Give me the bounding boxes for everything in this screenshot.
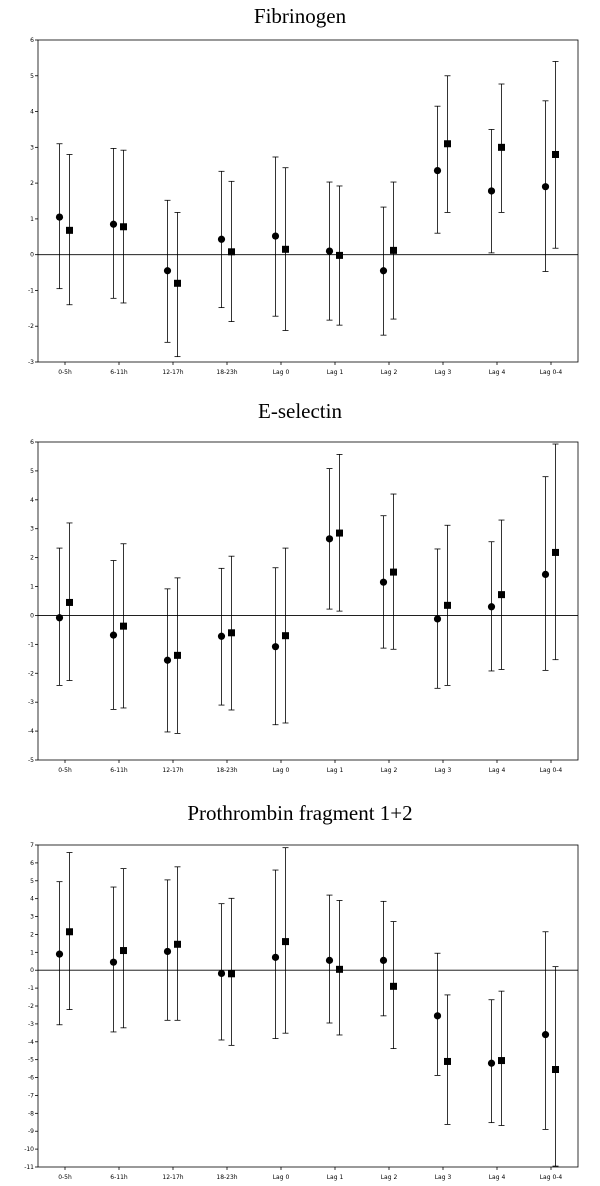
y-tick-label: -6 <box>28 1074 34 1082</box>
y-tick-label: -5 <box>28 757 34 764</box>
estimate-circle-marker <box>380 957 387 964</box>
estimate-circle-marker <box>56 214 63 221</box>
y-tick-label: -9 <box>28 1128 34 1136</box>
estimate-circle-marker <box>488 187 495 194</box>
estimate-square-marker <box>444 1058 451 1065</box>
estimate-square-marker <box>174 941 181 948</box>
y-tick-label: -3 <box>28 359 34 366</box>
x-tick-label: 18-23h <box>216 767 238 774</box>
estimate-square-marker <box>120 947 127 954</box>
chart-title: Prothrombin fragment 1+2 <box>187 801 413 825</box>
estimate-square-marker <box>282 246 289 253</box>
x-tick-label: Lag 2 <box>380 767 398 774</box>
x-tick-label: 6-11h <box>110 1174 128 1181</box>
x-tick-label: Lag 1 <box>326 369 344 376</box>
fibrinogen-chart <box>0 0 600 385</box>
estimate-square-marker <box>228 248 235 255</box>
y-tick-label: 1 <box>30 215 34 223</box>
estimate-circle-marker <box>434 615 441 622</box>
estimate-circle-marker <box>380 267 387 274</box>
y-tick-label: 6 <box>30 439 34 446</box>
y-tick-label: -10 <box>24 1146 34 1154</box>
estimate-square-marker <box>66 928 73 935</box>
x-tick-label: Lag 0-4 <box>539 767 563 774</box>
estimate-circle-marker <box>326 957 333 964</box>
x-tick-label: Lag 1 <box>326 1174 344 1181</box>
y-tick-label: 5 <box>30 467 34 475</box>
x-tick-label: Lag 2 <box>380 369 398 376</box>
y-tick-label: -3 <box>28 699 34 707</box>
x-tick-label: Lag 3 <box>434 369 452 376</box>
prothrombin-chart <box>0 775 600 1186</box>
estimate-square-marker <box>498 144 505 151</box>
estimate-square-marker <box>444 602 451 609</box>
x-tick-label: Lag 4 <box>488 369 506 376</box>
estimate-circle-marker <box>218 633 225 640</box>
estimate-square-marker <box>552 549 559 556</box>
y-tick-label: 3 <box>30 913 34 921</box>
y-tick-label: -1 <box>28 287 34 295</box>
y-tick-label: 3 <box>30 144 34 152</box>
x-tick-label: 18-23h <box>216 1174 238 1181</box>
y-tick-label: -8 <box>28 1110 34 1118</box>
y-tick-label: -2 <box>28 1003 34 1010</box>
estimate-circle-marker <box>272 954 279 961</box>
estimate-circle-marker <box>542 571 549 578</box>
estimate-square-marker <box>390 247 397 254</box>
x-tick-label: 6-11h <box>110 767 128 774</box>
estimate-square-marker <box>336 252 343 259</box>
y-tick-label: -1 <box>28 641 34 649</box>
estimate-circle-marker <box>110 632 117 639</box>
x-tick-label: 18-23h <box>216 369 238 376</box>
estimate-circle-marker <box>488 603 495 610</box>
x-tick-label: 0-5h <box>58 767 72 774</box>
y-tick-label: -4 <box>28 1038 34 1046</box>
y-tick-label: -4 <box>28 728 34 736</box>
y-tick-label: 0 <box>30 612 34 620</box>
x-tick-label: Lag 0-4 <box>539 1174 563 1181</box>
chart-title: Fibrinogen <box>253 4 347 28</box>
y-tick-label: 7 <box>30 842 34 849</box>
estimate-square-marker <box>282 632 289 639</box>
estimate-square-marker <box>228 629 235 636</box>
estimate-circle-marker <box>326 247 333 254</box>
y-tick-label: -1 <box>28 985 34 993</box>
x-tick-label: Lag 0-4 <box>539 369 563 376</box>
estimate-square-marker <box>552 1066 559 1073</box>
x-tick-label: Lag 0 <box>272 767 290 774</box>
estimate-circle-marker <box>326 535 333 542</box>
e-selectin-panel <box>0 385 600 775</box>
y-tick-label: 2 <box>30 180 34 188</box>
y-tick-label: 4 <box>30 108 34 116</box>
e-selectin-chart <box>0 385 600 775</box>
estimate-square-marker <box>120 623 127 630</box>
estimate-square-marker <box>66 599 73 606</box>
estimate-square-marker <box>444 140 451 147</box>
estimate-square-marker <box>282 938 289 945</box>
plot-frame <box>38 845 578 1167</box>
y-tick-label: 5 <box>30 72 34 80</box>
estimate-square-marker <box>336 966 343 973</box>
x-tick-label: Lag 0 <box>272 369 290 376</box>
x-tick-label: Lag 3 <box>434 1174 452 1181</box>
x-tick-label: Lag 4 <box>488 1174 506 1181</box>
x-tick-label: Lag 3 <box>434 767 452 774</box>
estimate-circle-marker <box>542 183 549 190</box>
estimate-circle-marker <box>218 236 225 243</box>
y-tick-label: -2 <box>28 670 34 678</box>
estimate-circle-marker <box>434 167 441 174</box>
x-tick-label: Lag 0 <box>272 1174 290 1181</box>
plot-frame <box>38 442 578 760</box>
estimate-circle-marker <box>56 951 63 958</box>
estimate-circle-marker <box>380 579 387 586</box>
estimate-circle-marker <box>164 657 171 664</box>
estimate-circle-marker <box>272 643 279 650</box>
estimate-square-marker <box>228 970 235 977</box>
x-tick-label: 6-11h <box>110 369 128 376</box>
y-tick-label: 3 <box>30 525 34 533</box>
x-tick-label: 12-17h <box>162 369 184 376</box>
prothrombin-panel <box>0 775 600 1186</box>
x-tick-label: 0-5h <box>58 1174 72 1181</box>
x-tick-label: 12-17h <box>162 767 184 774</box>
y-tick-label: -7 <box>28 1092 34 1100</box>
estimate-square-marker <box>66 227 73 234</box>
y-tick-label: 1 <box>30 949 34 957</box>
estimate-square-marker <box>336 530 343 537</box>
y-tick-label: 5 <box>30 877 34 885</box>
estimate-circle-marker <box>164 267 171 274</box>
estimate-square-marker <box>552 151 559 158</box>
estimate-square-marker <box>390 983 397 990</box>
y-tick-label: 2 <box>30 554 34 562</box>
y-tick-label: 1 <box>30 583 34 591</box>
y-tick-label: 6 <box>30 37 34 44</box>
estimate-circle-marker <box>272 232 279 239</box>
estimate-circle-marker <box>164 948 171 955</box>
estimate-square-marker <box>498 1057 505 1064</box>
y-tick-label: -11 <box>24 1164 34 1171</box>
estimate-circle-marker <box>488 1060 495 1067</box>
x-tick-label: 0-5h <box>58 369 72 376</box>
y-tick-label: -2 <box>28 323 34 331</box>
y-tick-label: 6 <box>30 859 34 867</box>
estimate-square-marker <box>174 652 181 659</box>
y-tick-label: -5 <box>28 1056 34 1064</box>
y-tick-label: 0 <box>30 251 34 259</box>
estimate-square-marker <box>174 280 181 287</box>
estimate-square-marker <box>498 591 505 598</box>
estimate-circle-marker <box>434 1012 441 1019</box>
x-tick-label: Lag 1 <box>326 767 344 774</box>
fibrinogen-panel <box>0 0 600 385</box>
chart-title: E-selectin <box>258 399 342 423</box>
x-tick-label: Lag 2 <box>380 1174 398 1181</box>
y-tick-label: 0 <box>30 967 34 975</box>
y-tick-label: 2 <box>30 931 34 939</box>
y-tick-label: 4 <box>30 895 34 903</box>
estimate-square-marker <box>120 223 127 230</box>
estimate-circle-marker <box>110 221 117 228</box>
estimate-circle-marker <box>56 614 63 621</box>
estimate-square-marker <box>390 569 397 576</box>
estimate-circle-marker <box>110 959 117 966</box>
x-tick-label: Lag 4 <box>488 767 506 774</box>
estimate-circle-marker <box>218 970 225 977</box>
x-tick-label: 12-17h <box>162 1174 184 1181</box>
estimate-circle-marker <box>542 1031 549 1038</box>
y-tick-label: 4 <box>30 496 34 504</box>
y-tick-label: -3 <box>28 1020 34 1028</box>
plot-frame <box>38 40 578 362</box>
